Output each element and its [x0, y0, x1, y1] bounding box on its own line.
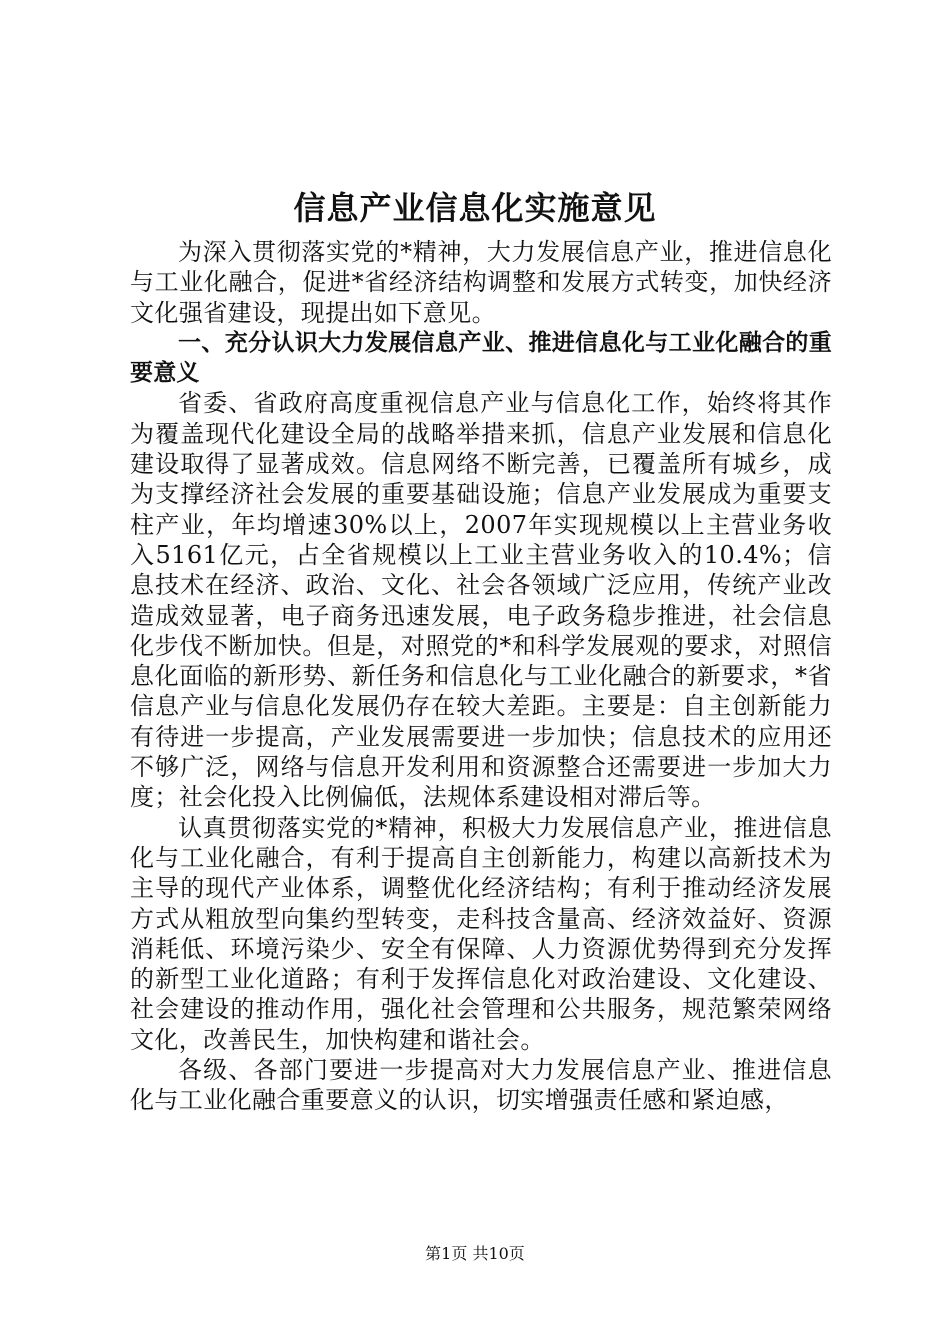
body-paragraph: 省委、省政府高度重视信息产业与信息化工作，始终将其作为覆盖现代化建设全局的战略举措来抓，信息产业发展和信息化建设取得了显著成效。信息网络不断完善，已覆盖所有城乡，成为支撑经济社会发展的重要基础设施；信息产业发展成为重要支柱产业，年均增速30%以上，2007年实现规模以上主营业务收入5161亿元，占全省规模以上工业主营业务收入的10.4%；信息技术在经济、政治、文化、社会各领域广泛应用，传统产业改造成效显著，电子商务迅速发展，电子政务稳步推进，社会信息化步伐不断加快。但是，对照党的*和科学发展观的要求，对照信息化面临的新形势、新任务和信息化与工业化融合的新要求，*省信息产业与信息化发展仍存在较大差距。主要是：自主创新能力有待进一步提高，产业发展需要进一步加快；信息技术的应用还不够广泛，网络与信息开发利用和资源整合还需要进一步加大力度；社会化投入比例偏低，法规体系建设相对滞后等。	[130, 389, 832, 812]
section-heading: 一、充分认识大力发展信息产业、推进信息化与工业化融合的重要意义	[130, 329, 832, 387]
page-number-footer: 第1页 共10页	[425, 1244, 525, 1263]
intro-paragraph: 为深入贯彻落实党的*精神，大力发展信息产业，推进信息化与工业化融合，促进*省经济结构调整和发展方式转变，加快经济文化强省建设，现提出如下意见。	[130, 238, 832, 327]
body-paragraph: 各级、各部门要进一步提高对大力发展信息产业、推进信息化与工业化融合重要意义的认识，切实增强责任感和紧迫感，	[130, 1056, 832, 1115]
document-body	[130, 237, 832, 1116]
body-paragraph: 认真贯彻落实党的*精神，积极大力发展信息产业，推进信息化与工业化融合，有利于提高自主创新能力，构建以高新技术为主导的现代产业体系，调整优化经济结构；有利于推动经济发展方式从粗放型向集约型转变，走科技含量高、经济效益好、资源消耗低、环境污染少、安全有保障、人力资源优势得到充分发挥的新型工业化道路；有利于发挥信息化对政治建设、文化建设、社会建设的推动作用，强化社会管理和公共服务，规范繁荣网络文化，改善民生，加快构建和谐社会。	[130, 813, 832, 1054]
document-title: 信息产业信息化实施意见	[293, 189, 657, 227]
